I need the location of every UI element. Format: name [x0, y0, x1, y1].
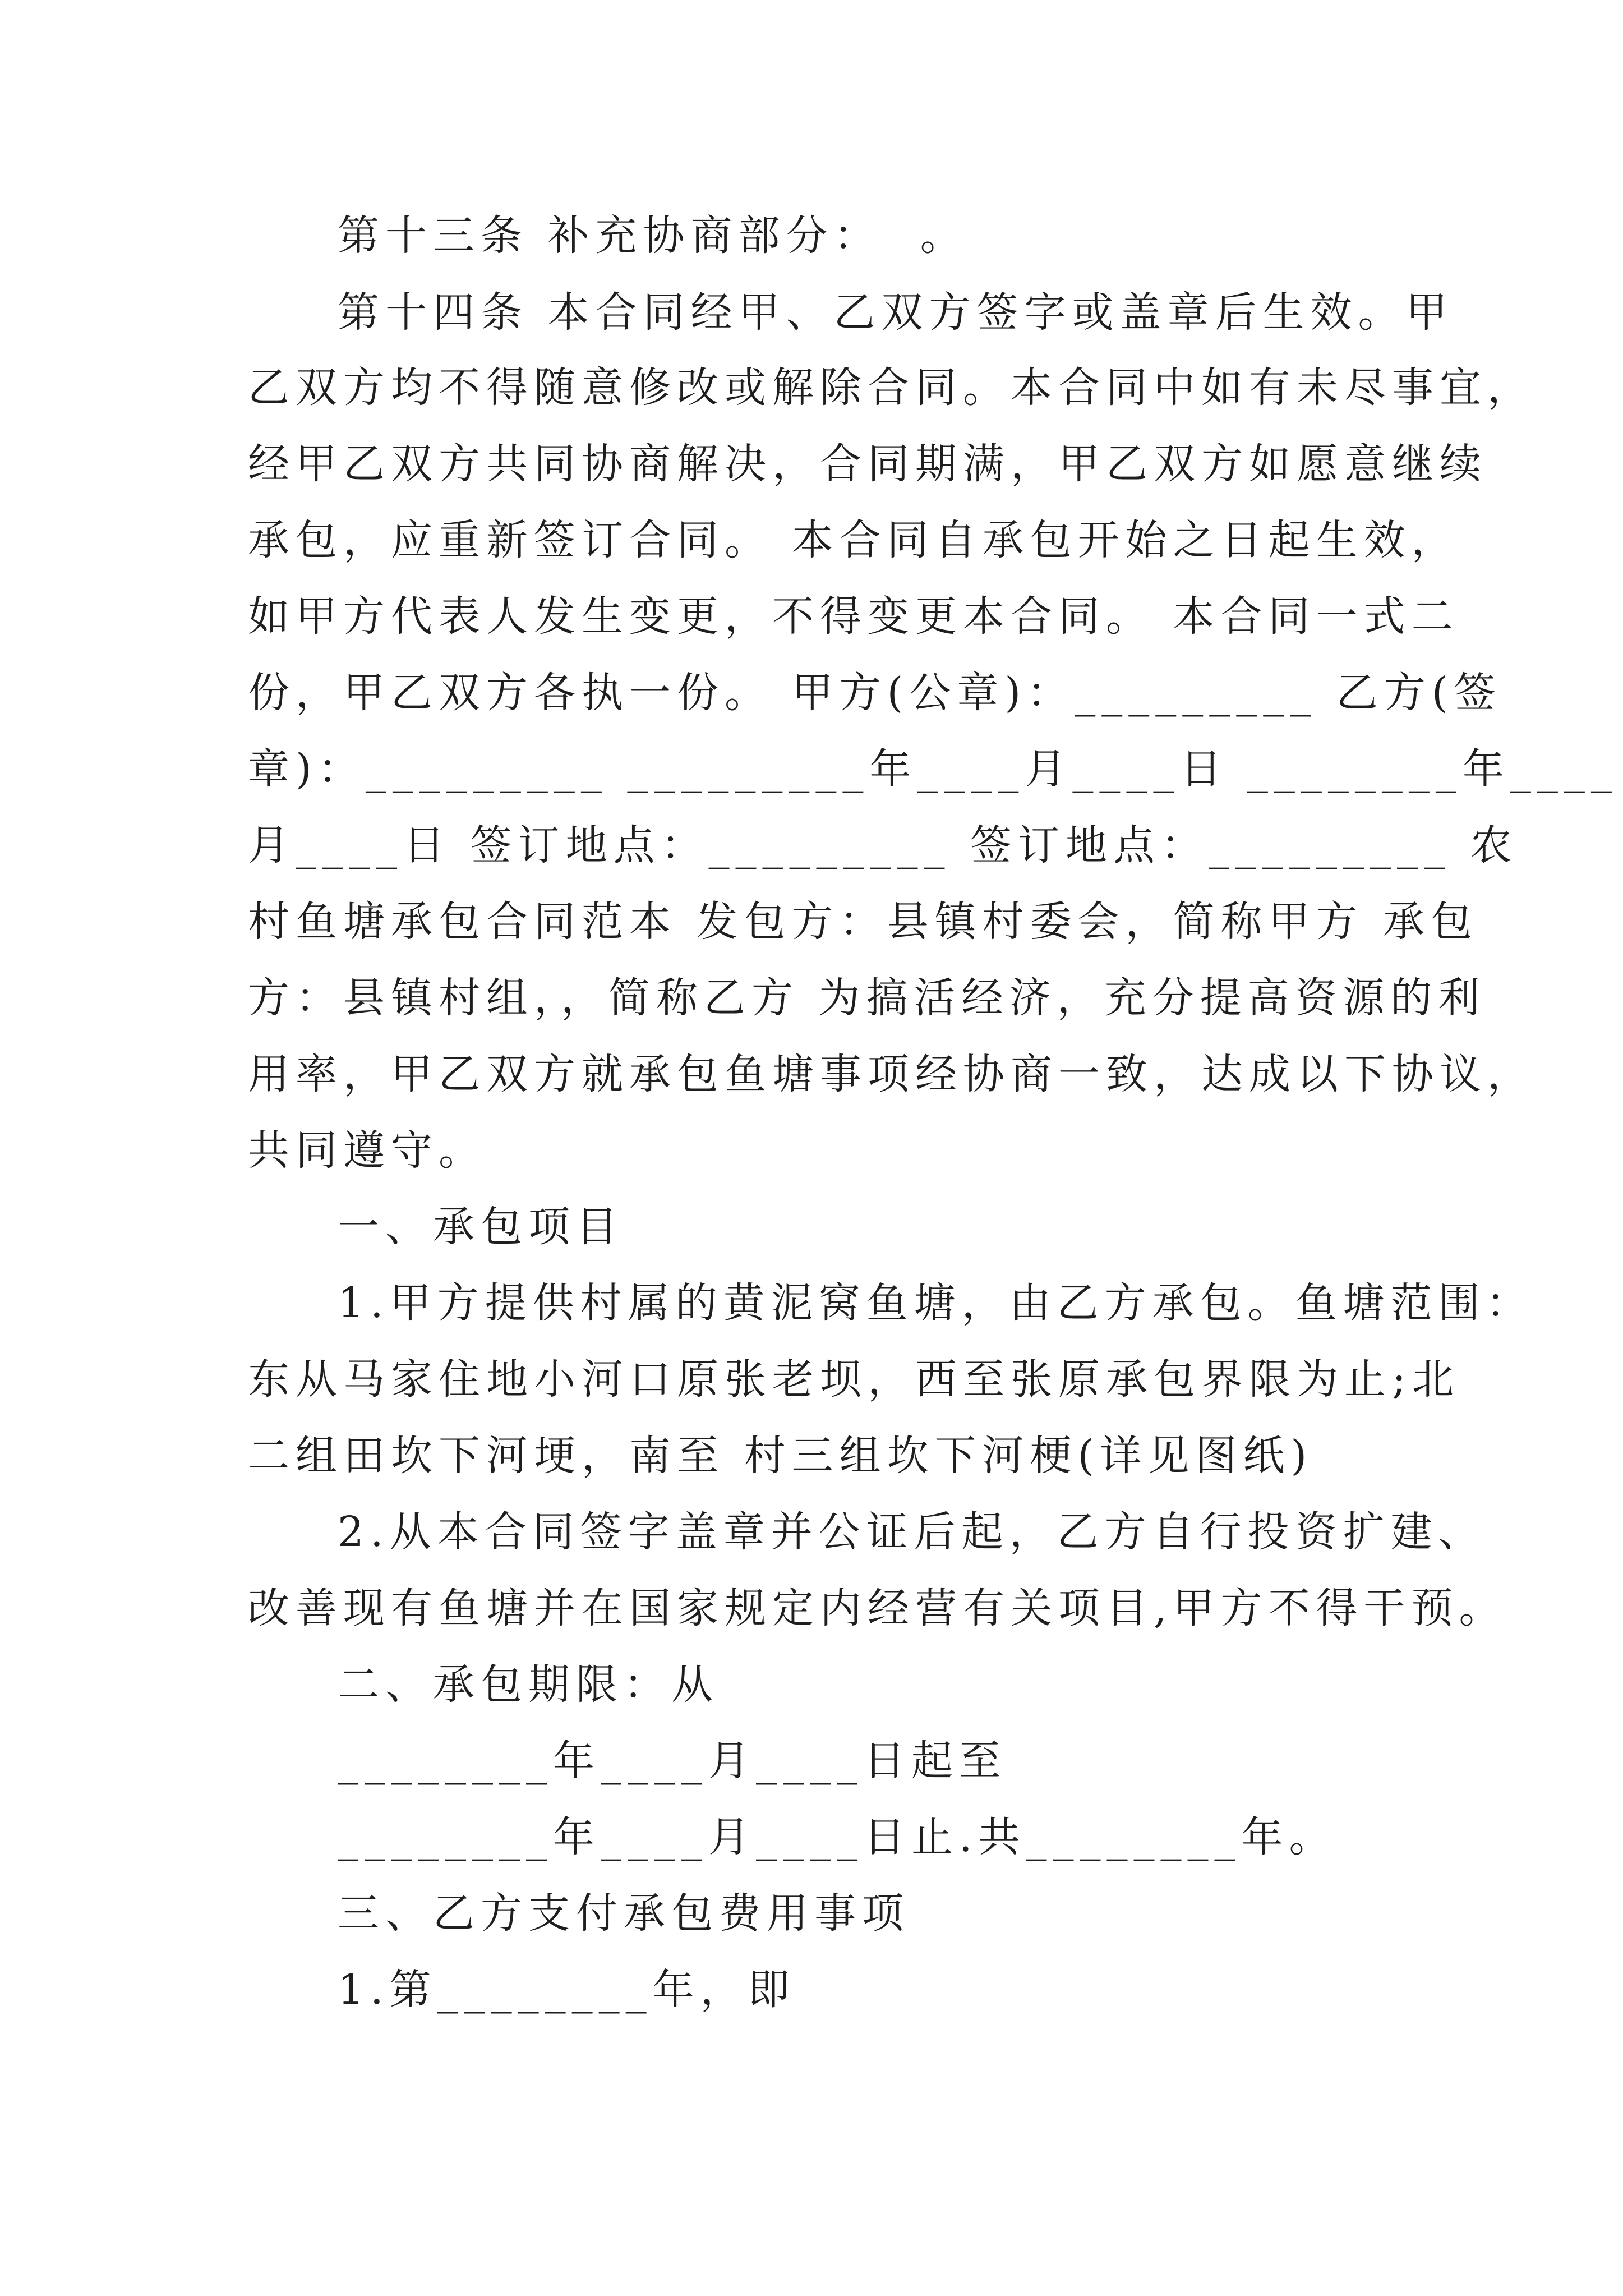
section-heading-3: 三、乙方支付承包费用事项: [338, 1889, 910, 1938]
section-heading-2: 二、承包期限：从: [338, 1660, 719, 1709]
item-1-1-line-1: 1.甲方提供村属的黄泥窝鱼塘，由乙方承包。鱼塘范围：: [338, 1279, 1534, 1327]
item-1-1-line-3: 二组田坎下河埂，南至 村三组坎下河梗(详见图纸): [248, 1432, 1313, 1480]
item-1-2-line-1: 2.从本合同签字盖章并公证后起，乙方自行投资扩建、: [338, 1508, 1486, 1556]
item-1-1-line-2: 东从马家住地小河口原张老坝，西至张原承包界限为止;北: [248, 1355, 1460, 1404]
section-heading-1: 一、承包项目: [338, 1203, 624, 1251]
preamble-line-3: 共同遵守。: [248, 1126, 486, 1175]
clause-13-line: 第十三条 补充协商部分： 。: [338, 211, 968, 260]
clause-14-line-2: 乙双方均不得随意修改或解除合同。本合同中如有未尽事宜，: [248, 364, 1535, 412]
term-start-line: ________年____月____日起至: [338, 1737, 1007, 1785]
contract-title-line: 村鱼塘承包合同范本 发包方：县镇村委会，简称甲方 承包: [248, 898, 1479, 946]
clause-14-line-4: 承包，应重新签订合同。 本合同自承包开始之日起生效，: [248, 516, 1459, 564]
term-end-line: ________年____月____日止.共________年。: [338, 1813, 1337, 1861]
preamble-line-2: 用率，甲乙双方就承包鱼塘事项经协商一致，达成以下协议，: [248, 1050, 1535, 1098]
clause-14-line-1: 第十四条 本合同经甲、乙双方签字或盖章后生效。甲: [338, 288, 1454, 337]
clause-14-line-5: 如甲方代表人发生变更，不得变更本合同。 本合同一式二: [248, 592, 1459, 641]
signature-line-2: 章)：_________ _________年____月____日 ________年____: [248, 745, 1618, 793]
item-3-1-line: 1.第________年，即: [338, 1966, 796, 2014]
item-1-2-line-2: 改善现有鱼塘并在国家规定内经营有关项目,甲方不得干预。: [248, 1584, 1507, 1632]
clause-14-line-3: 经甲乙双方共同协商解决，合同期满，甲乙双方如愿意继续: [248, 440, 1487, 488]
signature-line-1: 份，甲乙双方各执一份。 甲方(公章)：_________ 乙方(签: [248, 669, 1502, 717]
signature-line-3: 月____日 签订地点：_________ 签订地点：_________ 农: [248, 821, 1518, 869]
preamble-line-1: 方：县镇村组，，简称乙方 为搞活经济，充分提高资源的利: [248, 974, 1486, 1022]
